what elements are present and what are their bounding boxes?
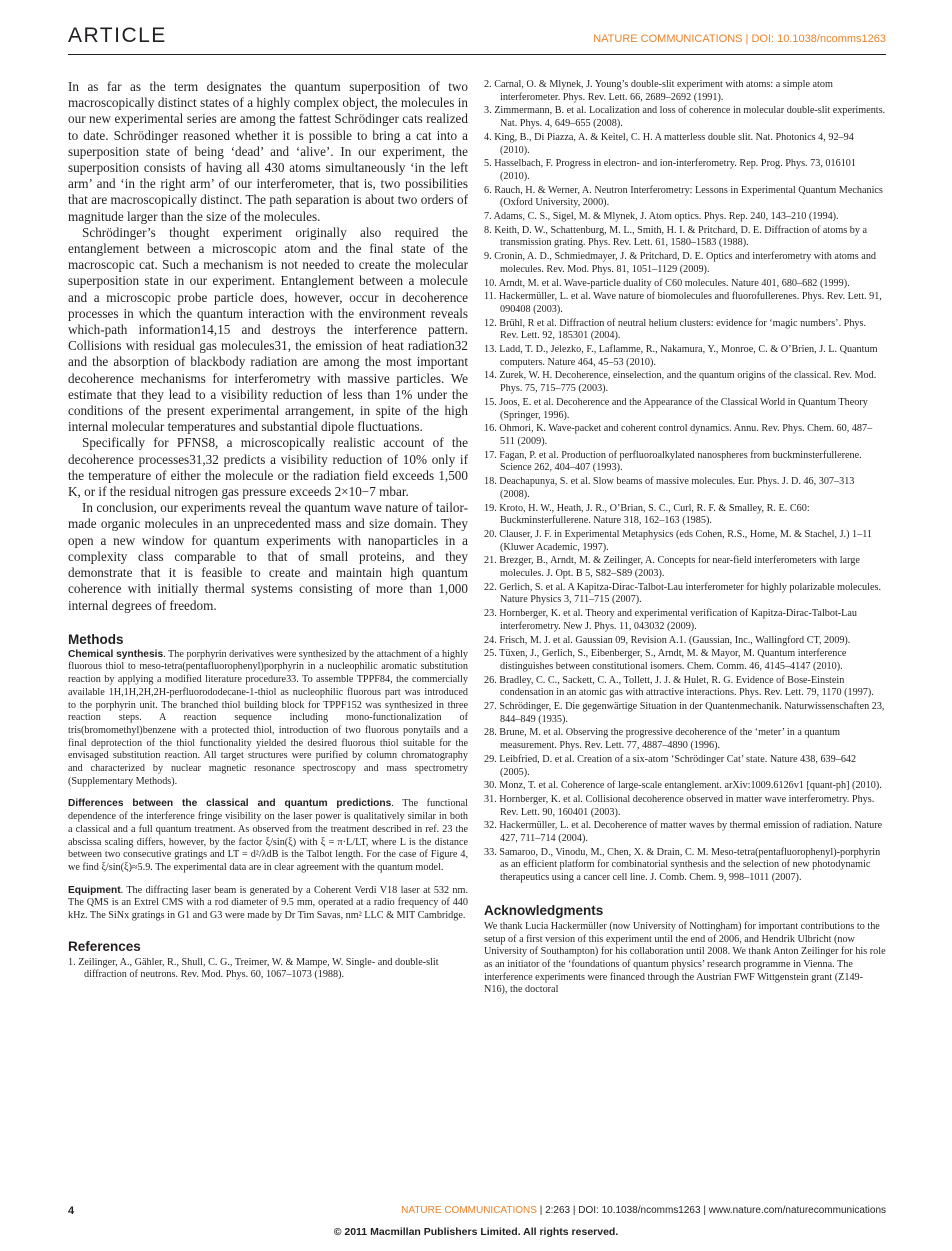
right-column [484, 79, 886, 997]
references-heading: References [68, 938, 141, 954]
reference-item: 23. Hornberger, K. et al. Theory and experimental verification of Kapitza-Dirac-Talbot-Lau interferometry. New J. Phys. 11, 043032 (2009). [484, 608, 858, 632]
reference-item: 11. Hackermüller, L. et al. Wave nature of biomolecules and fluorofullerenes. Phys. Rev. Lett. 91, 090408 (2003). [484, 291, 882, 315]
acknowledgments-text: We thank Lucia Hackermüller (now University of Nottingham) for important contributions to the setup of a first version of this experiment until the end of 2006, and Hendrik Ulbricht (now University of Southampton) for his collaboration until 2008. We thank Anton Zeilinger for his role as an initiator of the ‘foundations of quantum physics’ research programme in Vienna. The interference experiments were financed through the Austrian FWF Wittgenstein grant (Z149-N16), the doctoral [484, 920, 886, 996]
body-paragraph: In conclusion, our experiments reveal the quantum wave nature of tailor-made organic molecules in an unprecedented mass and size domain. They open a new window for quantum experiments with nanoparticles in a complexity class comparable to that of small proteins, and they demonstrate that it is feasible to create and maintain high quantum coherence with initially thermal systems consisting of more than 1,000 internal degrees of freedom. [68, 500, 468, 613]
body-paragraph: In as far as the term designates the quantum superposition of two macroscopically distinct states of a highly complex object, the molecules in our new experimental series are among the fattest Schrödinger cats realized to date. Schrödinger reasoned whether it is possible to bring a cat into a superposition state of being ‘dead’ and ‘alive’. In our experiment, the superposition consists of having all 430 atoms simultaneously ‘in the left arm’ and ‘in the right arm’ of our interferometer, that is, two possibilities that are macroscopically distinct. The path separation is about two orders of magnitude larger than the size of the molecules. [68, 79, 468, 224]
reference-item: 2. Carnal, O. & Mlynek, J. Young’s double-slit experiment with atoms: a simple atom interferometer. Phys. Rev. Lett. 66, 2689–2692 (1991). [484, 79, 833, 103]
references-list-left [68, 957, 468, 982]
reference-item: 27. Schrödinger, E. Die gegenwärtige Situation in der Quantenmechanik. Naturwissenschaften 23, 844–849 (1935). [484, 701, 885, 725]
reference-item: 18. Deachapunya, S. et al. Slow beams of massive molecules. Eur. Phys. J. D. 46, 307–313 (2008). [484, 476, 855, 500]
reference-item: 20. Clauser, J. F. in Experimental Metaphysics (eds Cohen, R.S., Home, M. & Stachel, J.) 1–11 (Kluwer Academic, 1997). [484, 528, 873, 553]
methods-differences [68, 798, 468, 874]
methods-heading: Methods [68, 631, 124, 647]
body-paragraph: Schrödinger’s thought experiment originally also required the entanglement between a microscopic atom and the final state of the macroscopic cat. Such a mechanism is not needed to create the molecular superposition state in our experiment. Entanglement between a molecule and a microscopic probe particle does, however, occur in decoherence processes in which the quantum interaction with the environment reveals which-path information14,15 and destroys the interference pattern. Collisions with residual gas molecules31, the emission of heat radiation32 and the absorption of blackbody radiation are among the most important decoherence mechanisms for interferometry with massive particles. We estimate that they lead to a visibility reduction of less than 1% under the conditions of the present experimental arrangement, in spite of the high internal molecular temperatures and substantial dipole fluctuations. [68, 224, 468, 435]
methods-text: . The porphyrin derivatives were synthesized by the attachment of a highly fluorous thiol to meso-tetra(pentafluorophenyl)porphyrin in a nucleophilic aromatic substitution reaction by applying a modified literature procedure33. To assemble TPPF84, the commercially available 1H,1H,2H,2H-perfluorododecane-1-thiol as nucleophilic fluorous part was introduced to the porphyrin unit. The branched thiol building block for TPPF152 was synthesized in three reaction steps. A reaction sequence including mono-functionalization of tris(bromomethyl)benzene with a protected thiol, introduction of two fluorous ponytails and a final deprotection of the thiol functionality yielded the desired fluorous thiol suitable for the envisaged substitution reaction. All target structures were purified by column chromatography and characterized by nuclear magnetic resonance spectroscopy and mass spectrometry (Supplementary Methods). [68, 648, 469, 787]
footer-details: | 2:263 | DOI: 10.1038/ncomms1263 | www.nature.com/naturecommunications [536, 1205, 886, 1216]
reference-item: 4. King, B., Di Piazza, A. & Keitel, C. H. A matterless double slit. Nat. Photonics 4, 92–94 (2010). [484, 131, 854, 156]
reference-item: 13. Ladd, T. D., Jelezko, F., Laflamme, R., Nakamura, Y., Monroe, C. & O’Brien, J. L. Quantum computers. Nature 464, 45–53 (2010). [484, 344, 878, 368]
reference-item: 19. Kroto, H. W., Heath, J. R., O’Brian, S. C., Curl, R. F. & Smalley, R. E. C60: Buckminsterfullerene. Nature 318, 162–163 (1985). [484, 502, 810, 527]
reference-item: 32. Hackermüller, L. et al. Decoherence of matter waves by thermal emission of radiation. Nature 427, 711–714 (2004). [484, 820, 883, 845]
reference-item: 25. Tüxen, J., Gerlich, S., Eibenberger, S., Arndt, M. & Mayor, M. Quantum interference distinguishes between constitutional isomers. Chem. Comm. 46, 4145–4147 (2010). [484, 648, 847, 672]
reference-item: 17. Fagan, P. et al. Production of perfluoroalkylated nanospheres from buckminsterfullerene. Science 262, 404–407 (1993). [484, 449, 862, 474]
footer-journal[interactable]: NATURE COMMUNICATIONS [401, 1205, 537, 1216]
reference-item: 10. Arndt, M. et al. Wave-particle duality of C60 molecules. Nature 401, 680–682 (1999). [484, 277, 850, 289]
reference-item: 14. Zurek, W. H. Decoherence, einselection, and the quantum origins of the classical. Rev. Mod. Phys. 75, 715–775 (2003). [484, 370, 877, 395]
reference-item: 3. Zimmermann, B. et al. Localization and loss of coherence in molecular double-slit experiments. Nat. Phys. 4, 649–655 (2008). [484, 105, 886, 130]
reference-item: 9. Cronin, A. D., Schmiedmayer, J. & Pritchard, D. E. Optics and interferometry with atoms and molecules. Rev. Mod. Phys. 81, 1051–1129 (2009). [484, 251, 877, 275]
footer-info [401, 1205, 886, 1216]
reference-item: 5. Hasselbach, F. Progress in electron- and ion-interferometry. Rep. Prog. Phys. 73, 016101 (2010). [484, 158, 856, 182]
reference-item: 24. Frisch, M. J. et al. Gaussian 09, Revision A.1. (Gaussian, Inc., Wallingford CT, 2009). [484, 634, 851, 646]
page-header [68, 24, 886, 54]
left-column [68, 79, 468, 983]
article-label: ARTICLE [68, 24, 167, 47]
reference-item: 7. Adams, C. S., Sigel, M. & Mlynek, J. Atom optics. Phys. Rep. 240, 143–210 (1994). [484, 211, 839, 223]
reference-item: 21. Brezger, B., Arndt, M. & Zeilinger, A. Concepts for near-field interferometers with large molecules. J. Opt. B 5, S82–S89 (2003). [484, 555, 860, 580]
reference-item: 16. Ohmori, K. Wave-packet and coherent control dynamics. Annu. Rev. Phys. Chem. 60, 487–511 (2009). [484, 423, 873, 447]
reference-item: 26. Bradley, C. C., Sackett, C. A., Tollett, J. J. & Hulet, R. G. Evidence of Bose-Einstein condensation in an atomic gas with attractive interactions. Phys. Rev. Lett. 79, 1170 (1997). [484, 674, 874, 699]
methods-chemical-synthesis [68, 649, 468, 789]
reference-item: 30. Monz, T. et al. Coherence of large-scale entanglement. arXiv:1009.6126v1 [quant-ph] (2010). [484, 780, 882, 792]
reference-item: 29. Leibfried, D. et al. Creation of a six-atom ‘Schrödinger Cat’ state. Nature 438, 639–642 (2005). [484, 753, 857, 778]
acknowledgments-heading: Acknowledgments [484, 902, 604, 918]
reference-item: 22. Gerlich, S. et al. A Kapitza-Dirac-Talbot-Lau interferometer for highly polarizable molecules. Nature Physics 3, 711–715 (2007). [484, 581, 882, 606]
header-rule [68, 54, 886, 55]
reference-item: 31. Hornberger, K. et al. Collisional decoherence observed in matter wave interferometry. Phys. Rev. Lett. 90, 160401 (2003). [484, 793, 875, 818]
reference-item: 8. Keith, D. W., Schattenburg, M. L., Smith, H. I. & Pritchard, D. E. Diffraction of atoms by a transmission grating. Phys. Rev. Lett. 61, 1580–1583 (1988). [484, 224, 868, 249]
methods-equipment [68, 885, 468, 923]
page-number: 4 [68, 1205, 75, 1217]
methods-subheading: Differences between the classical and quantum predictions [68, 798, 392, 810]
methods-subheading: Equipment [68, 884, 121, 896]
reference-item: 6. Rauch, H. & Werner, A. Neutron Interferometry: Lessons in Experimental Quantum Mechanics (Oxford University, 2000). [484, 184, 883, 209]
body-paragraph: Specifically for PFNS8, a microscopically realistic account of the decoherence processes31,32 predicts a visibility reduction of 10% only if the temperature of either the molecule or the radiation field exceeds 1,500 K, or if the residual nitrogen gas pressure exceeds 2×10−7 mbar. [68, 435, 468, 500]
journal-doi[interactable]: NATURE COMMUNICATIONS | DOI: 10.1038/ncomms1263 [593, 33, 886, 45]
methods-text: . The functional dependence of the interference fringe visibility on the laser power is qualitatively similar in both a classical and a full quantum treatment. As observed from the treatment described in ref. 23 the abscissa scaling differs, however, by the factor ξ/sin(ξ) with ξ = π·L/LT, where L is the distance between two consecutive gratings and LT = d²/λdB is the Talbot length. For the case of Figure 4, we find ξ/sin(ξ)≈5.9. The experimental data are in clear agreement with the quantum model. [68, 798, 468, 873]
methods-text: . The diffracting laser beam is generated by a Coherent Verdi V18 laser at 532 nm. The QMS is an Extrel CMS with a rod diameter of 9.5 mm, operated at a radio frequency of 440 kHz. The SiNx gratings in G1 and G3 were made by Dr Tim Savas, nm² LLC & MIT Cambridge. [68, 884, 468, 922]
reference-item: 28. Brune, M. et al. Observing the progressive decoherence of the ‘meter’ in a quantum measurement. Phys. Rev. Lett. 77, 4887–4890 (1996). [484, 727, 841, 752]
methods-subheading: Chemical synthesis [68, 648, 164, 660]
reference-item: 15. Joos, E. et al. Decoherence and the Appearance of the Classical World in Quantum Theory (Springer, 1996). [484, 396, 868, 421]
reference-item: 33. Samaroo, D., Vinodu, M., Chen, X. & Drain, C. M. Meso-tetra(pentafluorophenyl)-porphyrin as an efficient platform for combinatorial synthesis and the selection of new photodynamic therapeutics using a cancer cell line. J. Comb. Chem. 9, 998–1011 (2007). [484, 846, 881, 884]
copyright: © 2011 Macmillan Publishers Limited. All rights reserved. [333, 1226, 619, 1238]
reference-item: 1. Zeilinger, A., Gähler, R., Shull, C. G., Treimer, W. & Mampe, W. Single- and double-slit diffraction of neutrons. Rev. Mod. Phys. 60, 1067–1073 (1988). [68, 956, 439, 981]
references-list-right [484, 79, 886, 885]
reference-item: 12. Brühl, R et al. Diffraction of neutral helium clusters: evidence for ‘magic numbers’. Phys. Rev. Lett. 92, 185301 (2004). [484, 317, 867, 342]
